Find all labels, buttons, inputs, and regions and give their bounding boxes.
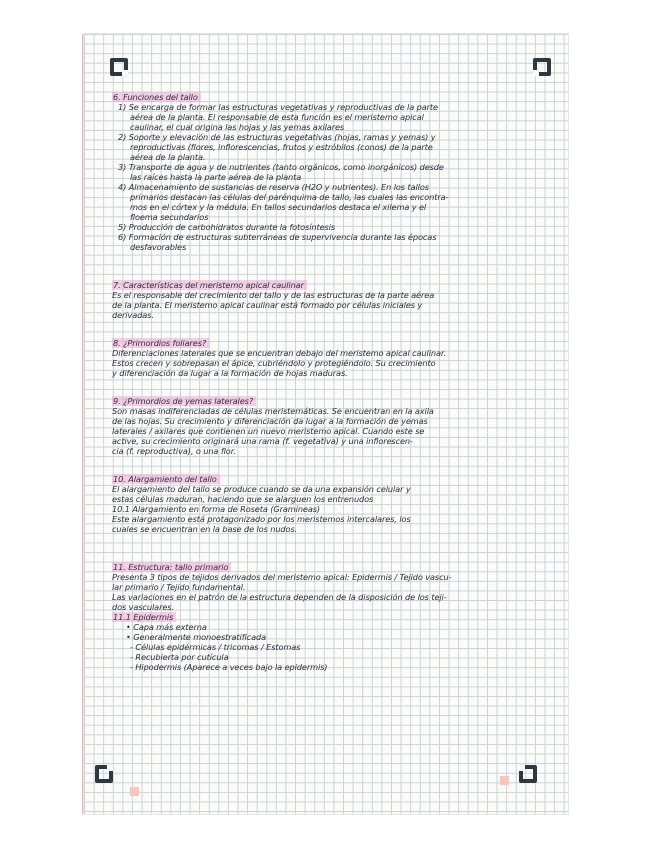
note-line: las raíces hasta la parte aérea de la planta bbox=[130, 172, 302, 182]
note-line: laterales / axilares que contienen un nuevo meristemo apical. Cuando este se bbox=[112, 426, 425, 436]
note-line: cuales se encuentran en la base de los nudos. bbox=[112, 524, 298, 534]
section-heading: 8. ¿Primordios foliares? bbox=[112, 338, 209, 348]
note-line: active, su crecimiento originará una rama (f. vegetativa) y una inflorescen- bbox=[112, 436, 413, 446]
corner-marker-top-left bbox=[110, 58, 128, 76]
note-line: 10.1 Alargamiento en forma de Roseta (Gramíneas) bbox=[112, 504, 321, 514]
note-line: 6) Formación de estructuras subterráneas de supervivencia durante las épocas bbox=[118, 232, 437, 242]
note-line: aérea de la planta. bbox=[130, 152, 206, 162]
note-line: desfavorables bbox=[130, 242, 187, 252]
subsection-heading: 11.1 Epidermis bbox=[112, 612, 176, 622]
note-line: de la planta. El meristemo apical caulinar está formado por células iniciales y bbox=[112, 300, 423, 310]
note-line: 1) Se encarga de formar las estructuras vegetativas y reproductivas de la parte bbox=[118, 102, 438, 112]
note-line: y diferenciación da lugar a la formación de hojas maduras. bbox=[112, 368, 348, 378]
note-line: - Hipodermis (Aparece a veces bajo la epidermis) bbox=[130, 662, 328, 672]
corner-marker-top-right bbox=[533, 58, 551, 76]
section-heading: 7. Características del meristemo apical caulinar bbox=[112, 280, 307, 290]
note-line: Son masas indiferenciadas de células meristemáticas. Se encuentran en la axila bbox=[112, 406, 434, 416]
note-line: dos vasculares. bbox=[112, 602, 174, 612]
note-line: El alargamiento del tallo se produce cuando se da una expansión celular y bbox=[112, 484, 411, 494]
section-heading: 9. ¿Primordios de yemas laterales? bbox=[112, 396, 256, 406]
note-line: derivadas. bbox=[112, 310, 154, 320]
pink-tab-marker bbox=[130, 787, 139, 796]
note-line: Las variaciones en el patrón de la estructura dependen de la disposición de los teji- bbox=[112, 592, 447, 602]
corner-marker-bottom-left bbox=[95, 765, 113, 783]
note-line: mos en el córtex y la médula. En tallos secundarios destaca el xilema y el bbox=[130, 202, 427, 212]
note-line: • Generalmente monoestratificada bbox=[126, 632, 267, 642]
note-line: primarios destacan las células del parénquima de tallo, las cuales las encontra- bbox=[130, 192, 449, 202]
notes-text bbox=[112, 92, 552, 672]
note-line: cia (f. reproductiva), o una flor. bbox=[112, 446, 236, 456]
note-line: caulinar, el cual origina las hojas y las yemas axilares bbox=[130, 122, 345, 132]
note-line: de las hojas. Su crecimiento y diferenciación da lugar a la formación de yemas bbox=[112, 416, 428, 426]
section-heading: 10. Alargamiento del tallo bbox=[112, 474, 220, 484]
note-line: Este alargamiento está protagonizado por los meristemos intercalares, los bbox=[112, 514, 411, 524]
note-line: lar primario / Tejido fundamental. bbox=[112, 582, 246, 592]
note-line: Estos crecen y sobrepasan el ápice, cubriéndolo y protegiéndolo. Su crecimiento bbox=[112, 358, 436, 368]
pink-tab-marker bbox=[500, 776, 509, 785]
note-line: Diferenciaciones laterales que se encuentran debajo del meristemo apical caulinar. bbox=[112, 348, 446, 358]
note-line: aérea de la planta. El responsable de esta función es el meristemo apical bbox=[130, 112, 424, 122]
note-line: Presenta 3 tipos de tejidos derivados del meristemo apical: Epidermis / Tejido vascu- bbox=[112, 572, 452, 582]
note-line: • Capa más externa bbox=[126, 622, 207, 632]
section-heading: 6. Funciones del tallo bbox=[112, 92, 201, 102]
note-line: reproductivas (flores, inflorescencias, frutos y estróbilos (conos) de la parte bbox=[130, 142, 433, 152]
section-heading: 11. Estructura: tallo primario bbox=[112, 562, 231, 572]
note-line: - Recubierta por cutícula bbox=[130, 652, 229, 662]
note-line: 2) Soporte y elevación de las estructuras vegetativas (hojas, ramas y yemas) y bbox=[118, 132, 436, 142]
note-line: 3) Transporte de agua y de nutrientes (tanto orgánicos, como inorgánicos) desde bbox=[118, 162, 444, 172]
note-line: estas células maduran, haciendo que se alarguen los entrenudos bbox=[112, 494, 374, 504]
note-line: 5) Producción de carbohidratos durante la fotosíntesis bbox=[118, 222, 336, 232]
note-line: floema secundarios bbox=[130, 212, 209, 222]
note-line: - Células epidérmicas / tricomas / Estomas bbox=[130, 642, 301, 652]
note-line: 4) Almacenamiento de sustancias de reserva (H2O y nutrientes). En los tallos bbox=[118, 182, 429, 192]
note-line: Es el responsable del crecimiento del tallo y de las estructuras de la parte aérea bbox=[112, 290, 435, 300]
corner-marker-bottom-right bbox=[519, 765, 537, 783]
